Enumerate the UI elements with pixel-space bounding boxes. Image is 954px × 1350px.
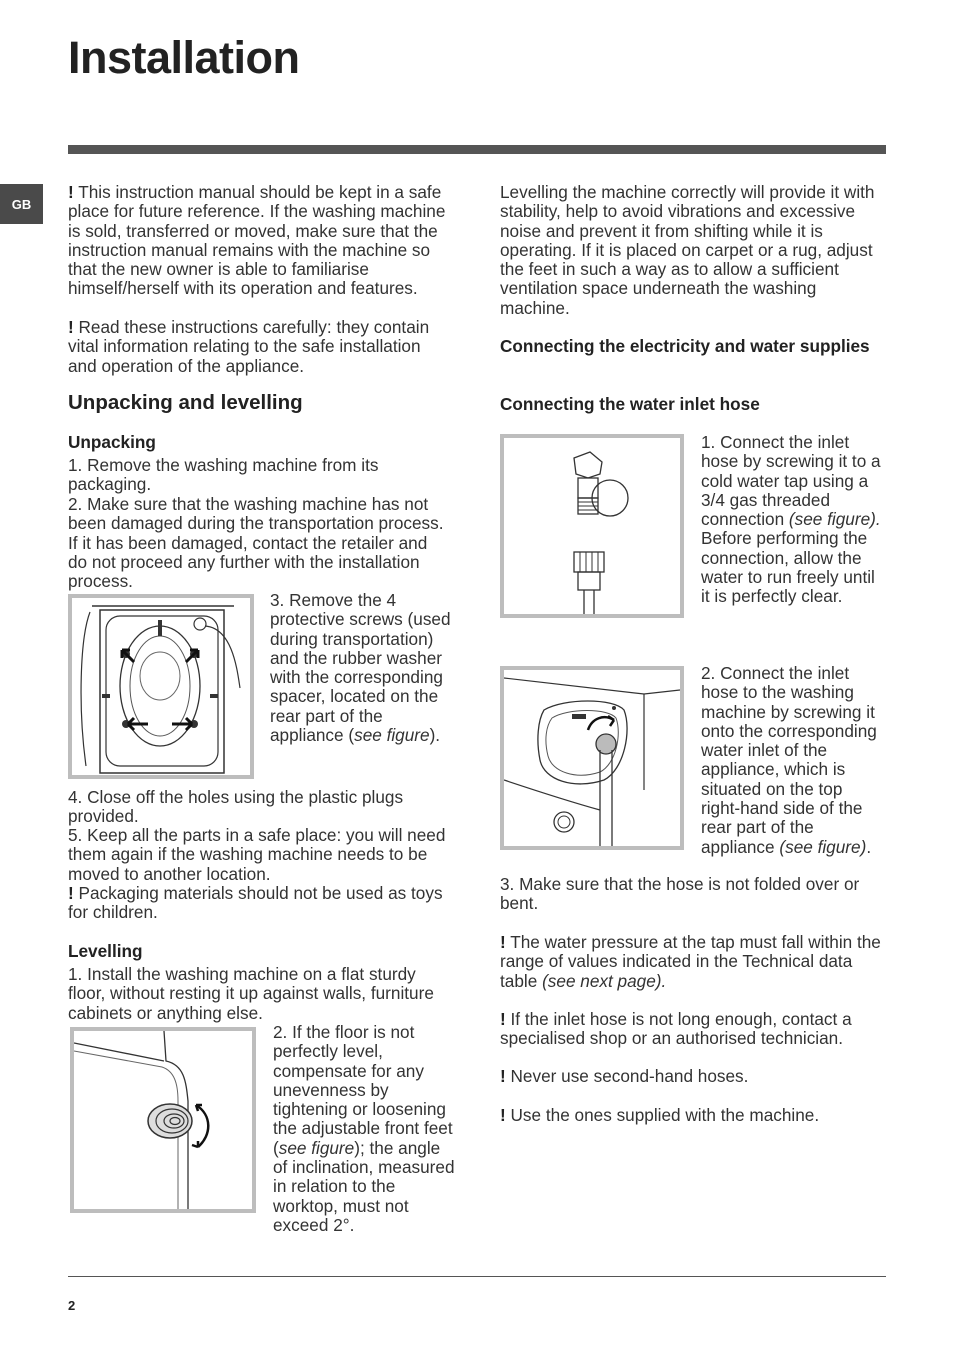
figure-tap-connection — [500, 434, 684, 618]
figure-adjustable-feet — [70, 1027, 256, 1213]
intro-paragraph-2: ! Read these instructions carefully: they contain vital information relating to the safe installation and operation of the appliance. — [68, 317, 430, 376]
page-title: Installation — [68, 32, 300, 83]
unpacking-step-1: 1. Remove the washing machine from its packaging. — [68, 455, 379, 495]
page-number: 2 — [68, 1298, 76, 1313]
machine-inlet-illustration — [504, 670, 680, 846]
figure-machine-inlet — [500, 666, 684, 850]
levelling-step-1: 1. Install the washing machine on a flat sturdy floor, without resting it up against walls, furniture cabinets or anything else. — [68, 964, 434, 1023]
unpacking-step-2: 2. Make sure that the washing machine has not been damaged during the transportation process. If it has been damaged, contact the retailer and do not proceed any further with the installation process. — [68, 494, 444, 592]
header-rule — [68, 145, 886, 154]
unpacking-step-5: 5. Keep all the parts in a safe place: you will need them again if the washing machine needs to be moved to another location. — [68, 825, 446, 884]
levelling-step-2: 2. If the floor is not perfectly level, compensate for any unevenness by tightening or loosening the adjustable front feet (see figure); the angle of inclination, measured in relation to the worktop, must not exceed 2°. — [273, 1022, 455, 1235]
footer-rule — [68, 1276, 886, 1277]
tap-illustration — [504, 438, 680, 614]
levelling-paragraph: Levelling the machine correctly will provide it with stability, help to avoid vibrations and excessive noise and prevent it from shifting while it is operating. If it is placed on carpet or a rug, adjust the feet in such a way as to allow a sufficient ventilation space underneath the washing machine. — [500, 182, 875, 318]
warning-hose-length: ! If the inlet hose is not long enough, contact a specialised shop or an authorised technician. — [500, 1009, 852, 1049]
warning-water-pressure: ! The water pressure at the tap must fall within the range of values indicated in the Technical data table (see next page). — [500, 932, 881, 991]
heading-connecting-supplies: Connecting the electricity and water supplies — [500, 336, 870, 356]
warning-second-hand-hoses: ! Never use second-hand hoses. — [500, 1066, 749, 1086]
inlet-step-1: 1. Connect the inlet hose by screwing it to a cold water tap using a 3/4 gas threaded connection (see figure). Before performing the connection, allow the water to run freely until it is perfectly clear. — [701, 432, 881, 607]
rear-panel-illustration — [72, 598, 250, 775]
intro-paragraph-1: ! This instruction manual should be kept in a safe place for future reference. If the washing machine is sold, transferred or moved, make sure that the instruction manual remains with the machine so that the new owner is able to familiarise himself/herself with its operation and features. — [68, 182, 446, 299]
section-heading-unpacking-levelling: Unpacking and levelling — [68, 391, 303, 414]
inlet-step-3: 3. Make sure that the hose is not folded over or bent. — [500, 874, 860, 914]
heading-water-inlet-hose: Connecting the water inlet hose — [500, 394, 760, 414]
front-foot-illustration — [74, 1031, 252, 1209]
inlet-step-2: 2. Connect the inlet hose to the washing machine by screwing it onto the corresponding water inlet of the appliance, which is situated on the top right-hand side of the rear part of the appliance (see figure). — [701, 663, 877, 857]
packaging-warning: ! Packaging materials should not be used as toys for children. — [68, 883, 443, 923]
warning-supplied-hoses: ! Use the ones supplied with the machine. — [500, 1105, 820, 1125]
unpacking-step-3: 3. Remove the 4 protective screws (used during transportation) and the rubber washer with the corresponding spacer, located on the rear part of the appliance (see figure). — [270, 590, 451, 746]
unpacking-step-4: 4. Close off the holes using the plastic plugs provided. — [68, 787, 404, 827]
subheading-levelling: Levelling — [68, 941, 143, 961]
subheading-unpacking: Unpacking — [68, 432, 156, 452]
language-tab: GB — [0, 184, 43, 224]
figure-rear-screws — [68, 594, 254, 779]
